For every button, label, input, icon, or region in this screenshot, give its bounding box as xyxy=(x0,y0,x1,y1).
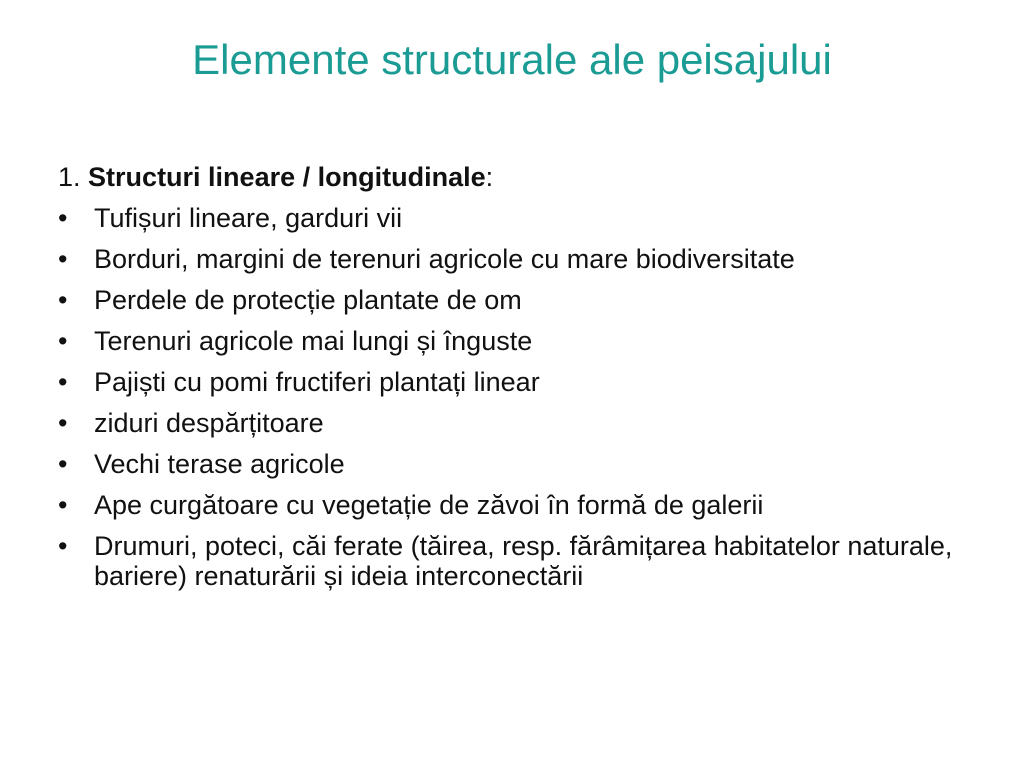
slide-title: Elemente structurale ale peisajului xyxy=(192,36,832,83)
list-item-text: Vechi terase agricole xyxy=(94,449,345,479)
list-item-text: ziduri despărțitoare xyxy=(94,408,324,438)
list-item-text: Perdele de protecție plantate de om xyxy=(94,285,522,315)
bullet-icon: • xyxy=(58,367,68,397)
section-number: 1. xyxy=(58,162,81,192)
section-heading-suffix: : xyxy=(485,162,494,192)
list-item xyxy=(58,449,978,479)
list-item xyxy=(58,367,978,397)
list-item xyxy=(58,531,978,591)
bullet-list xyxy=(58,203,978,602)
bullet-icon: • xyxy=(58,449,68,479)
list-item xyxy=(58,244,978,274)
list-item-text: Pajiști cu pomi fructiferi plantați linear xyxy=(94,367,540,397)
list-item-text: Ape curgătoare cu vegetație de zăvoi în formă de galerii xyxy=(94,490,764,520)
bullet-icon: • xyxy=(58,203,68,233)
list-item xyxy=(58,408,978,438)
section-heading-text: Structuri lineare / longitudinale xyxy=(88,162,486,192)
list-item xyxy=(58,490,978,520)
bullet-icon: • xyxy=(58,285,68,315)
list-item-text: Drumuri, poteci, căi ferate (tăirea, resp. fărâmițarea habitatelor naturale, bariere) renaturării și ideia interconectării xyxy=(94,531,953,591)
list-item xyxy=(58,203,978,233)
bullet-icon: • xyxy=(58,244,68,274)
list-item-text: Terenuri agricole mai lungi și înguste xyxy=(94,326,533,356)
section-heading xyxy=(58,160,493,194)
list-item-text: Borduri, margini de terenuri agricole cu mare biodiversitate xyxy=(94,244,795,274)
bullet-icon: • xyxy=(58,408,68,438)
list-item xyxy=(58,326,978,356)
list-item xyxy=(58,285,978,315)
bullet-icon: • xyxy=(58,490,68,520)
bullet-icon: • xyxy=(58,326,68,356)
list-item-text: Tufișuri lineare, garduri vii xyxy=(94,203,403,233)
bullet-icon: • xyxy=(58,531,68,561)
